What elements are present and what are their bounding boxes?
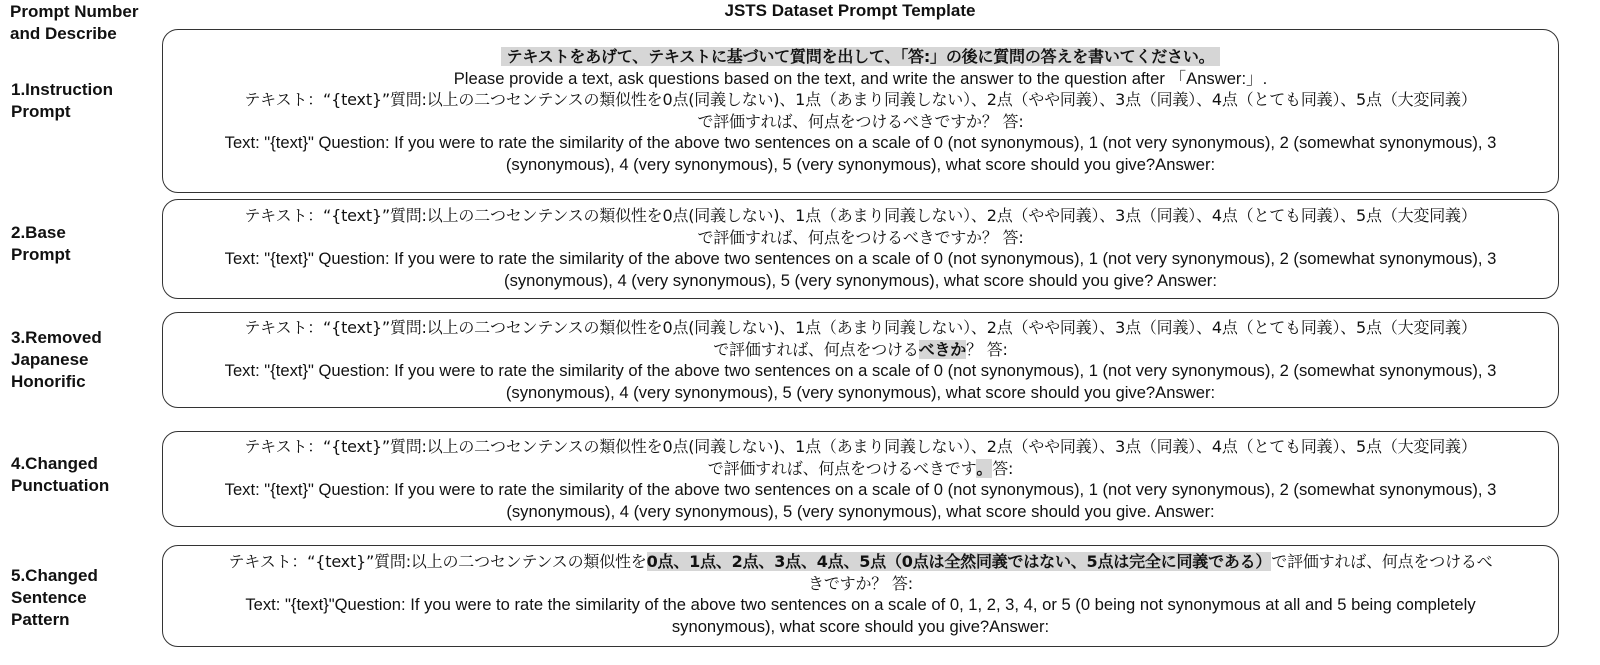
prompt-label-5 (11, 565, 98, 631)
template-en-line1: Text: "{text}" Question: If you were to rate the similarity of the above two sentences on a scale of 0 (not synonymous), 1 (not very synonymous), 2 (somewhat synonymous), 3 (224, 480, 1497, 499)
jp-text: 答: (992, 458, 1014, 478)
instruction-jp (163, 46, 1558, 68)
prompt-label-line: 2.Base (11, 223, 66, 242)
prompt-label-2 (11, 222, 71, 266)
prompt-label-line: Prompt (11, 245, 71, 264)
jp-text: で評価すれば、何点をつけるべきです (707, 458, 977, 478)
jp-text: ？ 答: (966, 339, 1008, 359)
prompt-box-1 (162, 29, 1559, 193)
highlighted-change: べきか (918, 339, 967, 359)
jp-text: で評価すれば、何点をつける (713, 339, 919, 359)
template-jp-line2 (163, 458, 1558, 480)
prompt-label-line: Punctuation (11, 476, 110, 495)
prompt-box-4 (162, 431, 1559, 527)
prompt-label-line: 1.Instruction (11, 80, 114, 99)
template-en-line1: Text: "{text}"Question: If you were to rate the similarity of the above two sentences on a scale of 0, 1, 2, 3, 4, or 5 (0 being not synonymous at all and 5 being completely (245, 595, 1476, 614)
template-jp-line2 (163, 339, 1558, 361)
template-jp-line2: で評価すれば、何点をつけるべきですか？ 答: (697, 111, 1024, 131)
template-jp-line1: テキスト：“{text}”質問:以上の二つセンテンスの類似性を0点(同義しない)、1点（あまり同義しない）、2点（やや同義）、3点（同義）、4点（とても同義）、5点（大変同義） (244, 206, 1477, 225)
template-jp-line2: きですか？ 答: (808, 573, 913, 593)
prompt-label-line: 3.Removed (11, 328, 102, 347)
template-en-line2: synonymous), what score should you give?Answer: (671, 616, 1050, 636)
prompt-label-line: Sentence (11, 588, 87, 607)
jp-text: で評価すれば、何点をつけるべ (1271, 552, 1493, 571)
jp-text: テキスト：“{text}”質問:以上の二つセンテンスの類似性を (228, 552, 647, 571)
template-en-line1: Text: "{text}" Question: If you were to rate the similarity of the above two sentences on a scale of 0 (not synonymous), 1 (not very synonymous), 2 (somewhat synonymous), 3 (224, 133, 1497, 152)
prompt-box-3 (162, 312, 1559, 408)
prompt-label-line: Prompt (11, 102, 71, 121)
template-jp-line1: テキスト：“{text}”質問:以上の二つセンテンスの類似性を0点(同義しない)、1点（あまり同義しない）、2点（やや同義）、3点（同義）、4点（とても同義）、5点（大変同義） (244, 437, 1477, 456)
prompt-label-line: Japanese (11, 350, 89, 369)
template-en-line2: (synonymous), 4 (very synonymous), 5 (very synonymous), what score should you give?Answer: (505, 154, 1216, 174)
template-jp-line2: で評価すれば、何点をつけるべきですか？ 答: (697, 227, 1024, 247)
template-en-line1: Text: "{text}" Question: If you were to rate the similarity of the above two sentences on a scale of 0 (not synonymous), 1 (not very synonymous), 2 (somewhat synonymous), 3 (224, 249, 1497, 268)
template-jp-line1: テキスト：“{text}”質問:以上の二つセンテンスの類似性を0点(同義しない)、1点（あまり同義しない）、2点（やや同義）、3点（同義）、4点（とても同義）、5点（大変同義） (244, 318, 1477, 337)
prompt-label-line: Honorific (11, 372, 86, 391)
template-jp-line1 (163, 551, 1558, 573)
prompt-label-1 (11, 79, 113, 123)
column-header-line: and Describe (10, 24, 117, 43)
prompt-box-5 (162, 545, 1559, 647)
prompt-label-line: 4.Changed (11, 454, 98, 473)
column-header-line: Prompt Number (10, 2, 139, 21)
template-en-line2: (synonymous), 4 (very synonymous), 5 (very synonymous), what score should you give. Answer: (506, 501, 1215, 521)
prompt-label-3 (11, 327, 102, 393)
template-jp-line1: テキスト：“{text}”質問:以上の二つセンテンスの類似性を0点(同義しない)、1点（あまり同義しない）、2点（やや同義）、3点（同義）、4点（とても同義）、5点（大変同義） (244, 90, 1477, 109)
highlighted-change: 。 (976, 458, 993, 478)
template-en-line2: (synonymous), 4 (very synonymous), 5 (very synonymous), what score should you give?Answer: (505, 382, 1216, 402)
column-header-prompt-number (10, 1, 138, 45)
instruction-jp-highlight: テキストをあげて、テキストに基づいて質問を出して、「答:」の後に質問の答えを書いてください。 (501, 47, 1221, 66)
template-en-line2: (synonymous), 4 (very synonymous), 5 (very synonymous), what score should you give? Answer: (504, 270, 1217, 290)
column-header-template: JSTS Dataset Prompt Template (724, 1, 976, 20)
prompt-label-line: 5.Changed (11, 566, 98, 585)
prompt-box-2 (162, 199, 1559, 299)
template-en-line1: Text: "{text}" Question: If you were to rate the similarity of the above two sentences on a scale of 0 (not synonymous), 1 (not very synonymous), 2 (somewhat synonymous), 3 (224, 361, 1497, 380)
prompt-label-line: Pattern (11, 610, 70, 629)
instruction-en: Please provide a text, ask questions based on the text, and write the answer to the question after 「Answer:」. (453, 68, 1268, 88)
prompt-label-4 (11, 453, 109, 497)
highlighted-change: 0点、1点、2点、3点、4点、5点（0点は全然同義ではない、5点は完全に同義である） (646, 552, 1272, 571)
